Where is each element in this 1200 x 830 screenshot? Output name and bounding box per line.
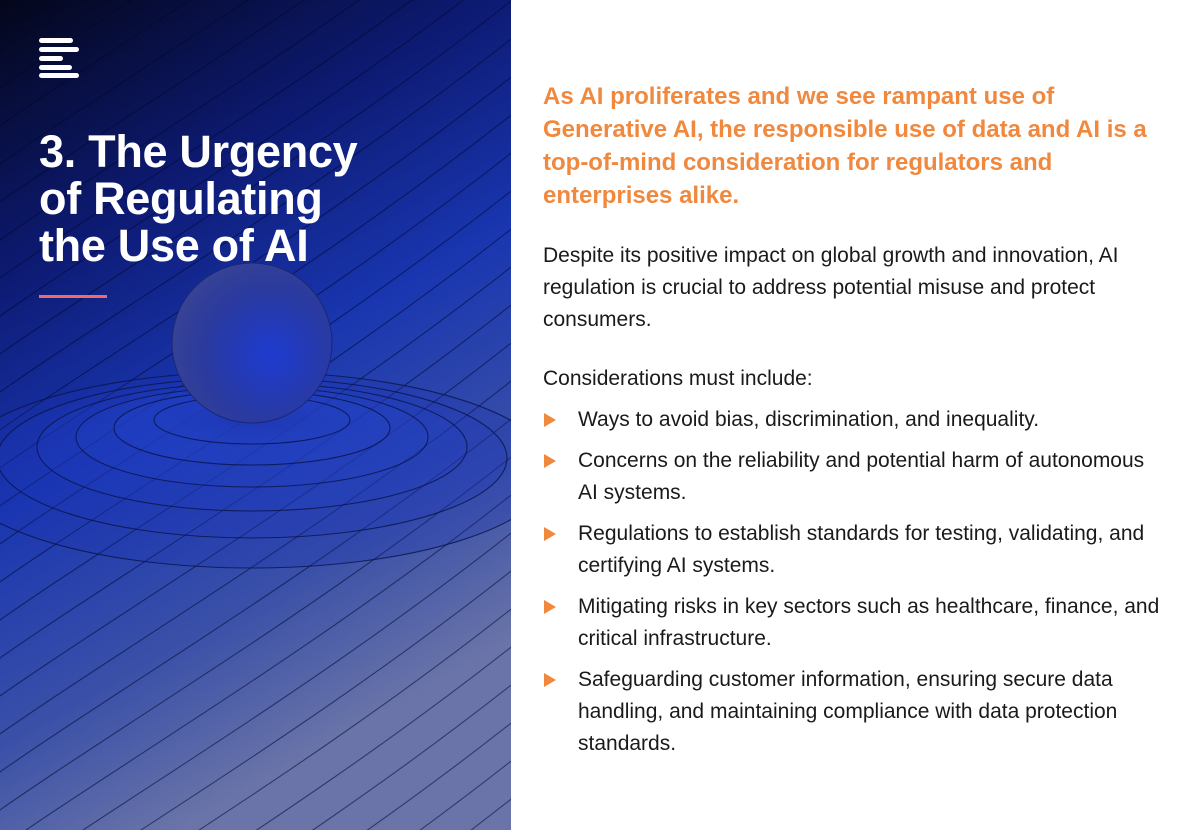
page-title-line: of Regulating (39, 173, 323, 224)
list-item-text: Safeguarding customer information, ensuring secure data handling, and maintaining compliance with data protection standards. (578, 668, 1118, 755)
triangle-bullet-icon (544, 454, 556, 468)
content-column (543, 80, 1168, 769)
list-item (543, 445, 1168, 509)
hero-panel (0, 0, 511, 830)
list-item (543, 591, 1168, 655)
title-underline (39, 295, 107, 298)
lead-paragraph: As AI proliferates and we see rampant use of Generative AI, the responsible use of data and AI is a top-of-mind consideration for regulators and enterprises alike. (543, 83, 1147, 209)
triangle-bullet-icon (544, 413, 556, 427)
triangle-bullet-icon (544, 673, 556, 687)
stacked-lines-logo-icon (39, 38, 81, 78)
considerations-list (543, 404, 1168, 760)
list-item-text: Mitigating risks in key sectors such as healthcare, finance, and critical infrastructure. (578, 595, 1160, 650)
list-item-text: Regulations to establish standards for testing, validating, and certifying AI systems. (578, 522, 1145, 577)
list-item-text: Concerns on the reliability and potential harm of autonomous AI systems. (578, 449, 1145, 504)
page-title-line: the Use of AI (39, 220, 309, 271)
list-item (543, 664, 1168, 760)
page-title (39, 128, 479, 269)
triangle-bullet-icon (544, 600, 556, 614)
list-item-text: Ways to avoid bias, discrimination, and inequality. (578, 408, 1040, 431)
body-paragraph: Despite its positive impact on global growth and innovation, AI regulation is crucial to address potential misuse and protect consumers. (543, 244, 1119, 331)
list-item (543, 404, 1168, 436)
list-item (543, 518, 1168, 582)
considerations-heading: Considerations must include: (543, 367, 813, 390)
sphere-ripple-illustration (0, 0, 511, 830)
triangle-bullet-icon (544, 527, 556, 541)
page-title-line: 3. The Urgency (39, 126, 358, 177)
